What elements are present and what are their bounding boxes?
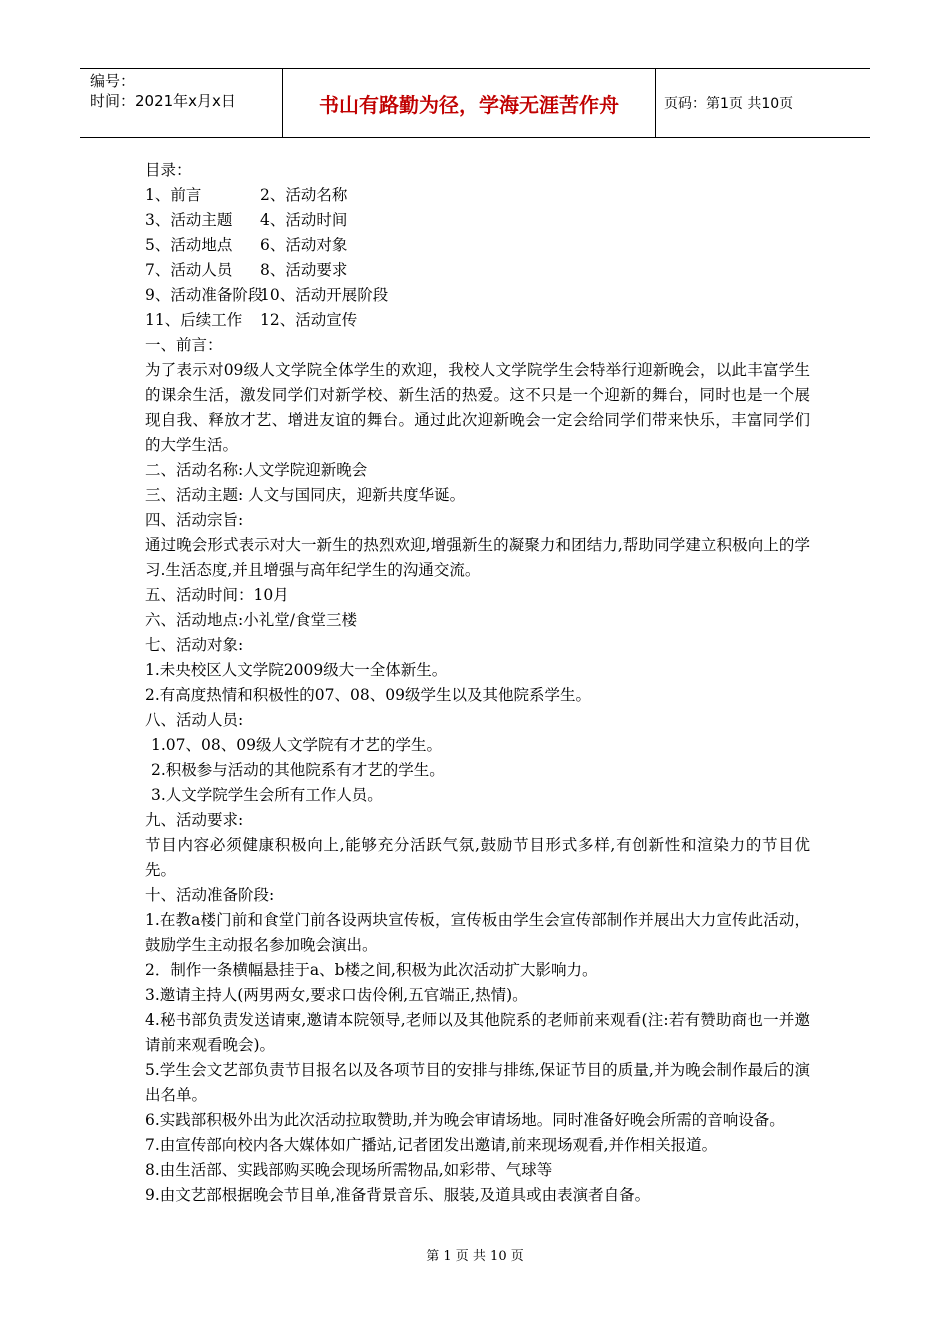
toc-row (145, 208, 810, 233)
toc-item: 11、后续工作 (145, 311, 243, 329)
toc-row (145, 233, 810, 258)
header-motto: 书山有路勤为径，学海无涯苦作舟 (283, 69, 656, 137)
section-heading: 五、活动时间：10月 (145, 586, 289, 604)
toc-row (145, 258, 810, 283)
toc-item: 2、活动名称 (260, 186, 348, 204)
document-number-label: 编号： (90, 72, 136, 90)
list-item: 2．制作一条横幅悬挂于a、b楼之间,积极为此次活动扩大影响力。 (145, 961, 598, 979)
section-heading: 六、活动地点:小礼堂/食堂三楼 (145, 611, 357, 629)
list-item: 9.由文艺部根据晚会节目单,准备背景音乐、服装,及道具或由表演者自备。 (145, 1186, 651, 1204)
list-item: 2.有高度热情和积极性的07、08、09级学生以及其他院系学生。 (145, 686, 591, 704)
section-heading: 四、活动宗旨: (145, 511, 244, 529)
section-heading: 一、前言： (145, 336, 223, 354)
list-item: 8.由生活部、实践部购买晚会现场所需物品,如彩带、气球等 (145, 1161, 553, 1179)
section-heading: 七、活动对象: (145, 636, 244, 654)
toc-row (145, 283, 810, 308)
section-heading: 十、活动准备阶段: (145, 886, 275, 904)
document-date-label: 时间：2021年x月x日 (90, 92, 236, 110)
section-heading: 九、活动要求: (145, 811, 244, 829)
list-item: 1.在教a楼门前和食堂门前各设两块宣传板，宣传板由学生会宣传部制作并展出大力宣传此活动，鼓励学生主动报名参加晚会演出。 (145, 911, 810, 954)
list-item: 5.学生会文艺部负责节目报名以及各项节目的安排与排练,保证节目的质量,并为晚会制作最后的演出名单。 (145, 1061, 810, 1104)
table-of-contents (145, 183, 810, 333)
toc-item: 1、前言 (145, 186, 202, 204)
list-item: 2.积极参与活动的其他院系有才艺的学生。 (151, 761, 445, 779)
toc-item: 3、活动主题 (145, 211, 233, 229)
toc-item: 6、活动对象 (260, 236, 348, 254)
toc-item: 10、活动开展阶段 (260, 286, 389, 304)
header-page-label: 页码：第1页 共10页 (664, 96, 794, 112)
list-item: 3.人文学院学生会所有工作人员。 (151, 786, 383, 804)
section-heading: 三、活动主题: 人文与国同庆，迎新共度华诞。 (145, 486, 466, 504)
toc-title: 目录： (145, 161, 192, 179)
page-footer: 第 1 页 共 10 页 (426, 1249, 524, 1264)
toc-item: 12、活动宣传 (260, 311, 358, 329)
list-item: 1.未央校区人文学院2009级大一全体新生。 (145, 661, 448, 679)
toc-row (145, 183, 810, 208)
section-heading: 八、活动人员: (145, 711, 244, 729)
toc-item: 7、活动人员 (145, 261, 233, 279)
document-body (145, 158, 810, 1208)
header-meta (80, 69, 283, 137)
paragraph: 通过晚会形式表示对大一新生的热烈欢迎,增强新生的凝聚力和团结力,帮助同学建立积极向上的学习.生活态度,并且增强与高年纪学生的沟通交流。 (145, 536, 810, 579)
section-heading: 二、活动名称:人文学院迎新晚会 (145, 461, 368, 479)
paragraph: 为了表示对09级人文学院全体学生的欢迎，我校人文学院学生会特举行迎新晚会，以此丰富学生的课余生活，激发同学们对新学校、新生活的热爱。这不只是一个迎新的舞台，同时也是一个展现自我、释放才艺、增进友谊的舞台。通过此次迎新晚会一定会给同学们带来快乐，丰富同学们的大学生活。 (145, 361, 810, 454)
list-item: 1.07、08、09级人文学院有才艺的学生。 (151, 736, 442, 754)
toc-item: 8、活动要求 (260, 261, 348, 279)
list-item: 7.由宣传部向校内各大媒体如广播站,记者团发出邀请,前来现场观看,并作相关报道。 (145, 1136, 718, 1154)
toc-row (145, 308, 810, 333)
list-item: 3.邀请主持人(两男两女,要求口齿伶俐,五官端正,热情)。 (145, 986, 528, 1004)
list-item: 6.实践部积极外出为此次活动拉取赞助,并为晚会审请场地。同时准备好晚会所需的音响设备。 (145, 1111, 785, 1129)
toc-item: 4、活动时间 (260, 211, 348, 229)
paragraph: 节目内容必须健康积极向上,能够充分活跃气氛,鼓励节目形式多样,有创新性和渲染力的节目优先。 (145, 836, 810, 879)
toc-item: 5、活动地点 (145, 236, 233, 254)
page-header (80, 68, 870, 138)
list-item: 4.秘书部负责发送请柬,邀请本院领导,老师以及其他院系的老师前来观看(注:若有赞助商也一并邀请前来观看晚会)。 (145, 1011, 810, 1054)
toc-item: 9、活动准备阶段 (145, 286, 264, 304)
